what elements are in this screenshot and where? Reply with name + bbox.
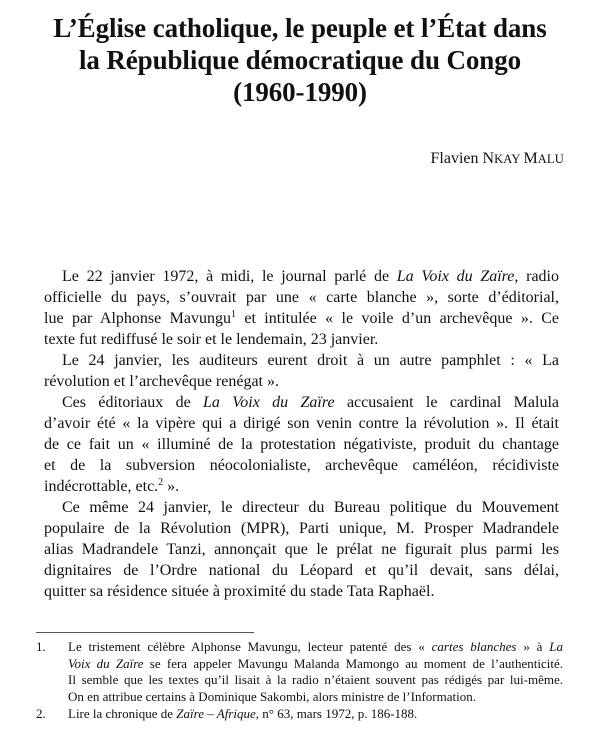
- p3-line-5: [44, 476, 559, 497]
- footnote-1-italic-source: Voix du Zaïre: [68, 655, 144, 671]
- p1-line-1-text-c: , radio: [514, 268, 560, 285]
- p4-line-2: populaire de la Révolution (MPR), Parti unique, M. Prosper Madrandele: [44, 520, 559, 537]
- p3-line-3: de ce fait un « illuminé de la protestation négativiste, produit du chantage: [44, 436, 559, 453]
- p3-line-5-text-a: indécrottable, etc.: [44, 478, 159, 495]
- paragraph-2: [44, 350, 559, 392]
- p4-line-4: dignitaires de l’Ordre national du Léopard et qu’il devait, sans délai,: [44, 562, 559, 579]
- footnote-1-line-2: [68, 656, 563, 673]
- footnote-2-italic-source: Zaïre – Afrique: [176, 706, 256, 721]
- author-surname-initial: M: [523, 150, 538, 167]
- footnotes: [36, 639, 563, 723]
- footnote-1-line-1: [68, 639, 563, 656]
- p4-line-1: Ce même 24 janvier, le directeur du Bureau politique du Mouvement: [62, 499, 559, 516]
- paragraph-3: [44, 392, 560, 497]
- p1-line-1: [62, 266, 559, 287]
- author-first-name: Flavien: [430, 150, 483, 167]
- footnote-separator: [36, 632, 254, 633]
- p3-line-5-text-b: ».: [163, 478, 180, 495]
- p2-line-2: révolution et l’archevêque renégat ».: [44, 373, 279, 390]
- footnote-2-text-c: , n° 63, mars 1972, p. 186-188.: [255, 706, 418, 721]
- footnote-1-italic-b: cartes blanches: [431, 639, 517, 654]
- p3-line-4: et de la subversion néocolonialiste, archevêque caméléon, récidiviste: [44, 457, 559, 474]
- footnote-2-text-a: Lire la chronique de: [68, 706, 177, 721]
- paragraph-1: [44, 266, 560, 350]
- footnote-ref-2[interactable]: 2: [158, 477, 164, 488]
- p4-line-5: quitter sa résidence située à proximité du stade Tata Raphaël.: [44, 583, 435, 600]
- footnote-1-text-a: Le tristement célèbre Alphonse Mavungu, lecteur patenté des «: [68, 639, 432, 654]
- footnote-1-line-4: On en attribue certains à Dominique Sakombi, alors ministre de l’Information.: [68, 688, 476, 704]
- p4-line-3: alias Madrandele Tanzi, annonçait que le prélat ne figurait plus parmi les: [44, 541, 559, 558]
- footnote-1: [36, 639, 563, 705]
- p3-line-2: d’avoir été « la vipère qui a dirigé son venin contre la révolution ». Il était: [44, 415, 559, 432]
- publication-name: La Voix du Zaïre: [203, 394, 335, 411]
- author-last-rest: KAY: [494, 152, 524, 166]
- footnote-1-line-3: Il semble que les textes qu’il lisait à la radio n’étaient souvent pas rédigés par lui-même.: [68, 672, 563, 687]
- p1-line-2: officielle du pays, s’ouvrait par une « carte blanche », sorte d’éditorial,: [44, 289, 559, 306]
- footnote-number: 1.: [36, 639, 46, 654]
- p1-line-4: texte fut rediffusé le soir et le lendemain, 23 janvier.: [44, 331, 379, 348]
- author-surname-rest: ALU: [537, 152, 564, 166]
- p1-line-3: [44, 308, 559, 329]
- publication-name: La Voix du Zaïre: [396, 268, 515, 285]
- p1-line-3-text-b: et intitulée « le voile d’un archevêque ». Ce: [235, 310, 560, 327]
- footnote-1-italic-d: La: [549, 639, 563, 654]
- footnote-number: 2.: [36, 706, 46, 721]
- p3-line-1: [62, 392, 559, 413]
- footnote-2: [36, 706, 563, 723]
- paragraph-4: [44, 497, 559, 602]
- author-name: [431, 150, 565, 168]
- p3-line-1-text-a: Ces éditoriaux de: [62, 394, 204, 411]
- p2-line-1: Le 24 janvier, les auditeurs eurent droit à un autre pamphlet : « La: [62, 352, 559, 369]
- author-last-initial: N: [482, 150, 495, 167]
- footnote-1-text-line-2: se fera appeler Mavungu Malanda Mamongo au moment de l’authenticité.: [143, 655, 563, 671]
- footnote-1-text-c: » à: [516, 639, 550, 654]
- footnote-ref-1[interactable]: 1: [230, 309, 236, 320]
- article-title: [30, 12, 570, 108]
- p3-line-1-text-c: accusaient le cardinal Malula: [334, 394, 560, 411]
- p1-line-3-text-a: lue par Alphonse Mavungu: [44, 310, 231, 327]
- p1-line-1-text-a: Le 22 janvier 1972, à midi, le journal parlé de: [62, 268, 397, 285]
- title-line-1: L’Église catholique, le peuple et l’État dans: [53, 13, 547, 43]
- footnote-2-line-1: [68, 706, 563, 723]
- article-body: [44, 266, 560, 602]
- title-line-3: (1960-1990): [233, 77, 367, 107]
- title-line-2: la République démocratique du Congo: [78, 45, 522, 75]
